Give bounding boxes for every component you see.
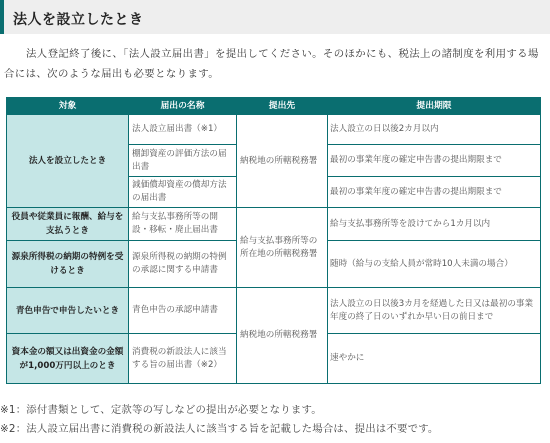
document-cell: 法人設立届出書（※1）: [129, 115, 237, 145]
header-document-name: 届出の名称: [129, 98, 237, 115]
deadline-cell: 速やかに: [328, 334, 541, 384]
destination-cell: 納税地の所轄税務署: [237, 288, 328, 384]
table-row: [7, 115, 541, 145]
footnote-1: ※1：添付書類として、定款等の写しなどの提出が必要となります。: [0, 404, 322, 416]
filings-table: [6, 97, 541, 384]
category-cell: 資本金の額又は出資金の金額が1,000万円以上のとき: [7, 334, 129, 384]
document-cell: 棚卸資産の評価方法の届出書: [129, 145, 237, 177]
document-cell: 消費税の新設法人に該当する旨の届出書（※2）: [129, 334, 237, 384]
table-row: [7, 288, 541, 334]
document-cell: 源泉所得税の納期の特例の承認に関する申請書: [129, 241, 237, 288]
table-header-row: [7, 98, 541, 115]
section-title: 法人を設立したとき: [13, 12, 144, 28]
destination-cell: 給与支払事務所等の所在地の所轄税務署: [237, 208, 328, 288]
header-deadline: 提出期限: [328, 98, 541, 115]
footnote-2: ※2：法人設立届出書に消費税の新設法人に該当する旨を記載した場合は、提出は不要です。: [0, 423, 439, 435]
document-cell: 減価償却資産の償却方法の届出書: [129, 177, 237, 208]
deadline-cell: 給与支払事務所等を設けてから1カ月以内: [328, 208, 541, 241]
document-cell: 青色申告の承認申請書: [129, 288, 237, 334]
destination-cell: 納税地の所轄税務署: [237, 115, 328, 208]
table-row: [7, 208, 541, 241]
deadline-cell: 随時（給与の支給人員が常時10人未満の場合）: [328, 241, 541, 288]
section-heading: [0, 0, 550, 34]
footnotes: [0, 401, 550, 439]
deadline-cell: 法人設立の日以後2カ月以内: [328, 115, 541, 145]
deadline-cell: 最初の事業年度の確定申告書の提出期限まで: [328, 145, 541, 177]
intro-paragraph: 法人登記終了後に、「法人設立届出書」を提出してください。そのほかにも、税法上の諸制度を利用する場合には、次のような届出も必要となります。: [4, 48, 539, 80]
deadline-cell: 法人設立の日以後3カ月を経過した日又は最初の事業年度の終了日のいずれか早い日の前日まで: [328, 288, 541, 334]
header-destination: 提出先: [237, 98, 328, 115]
category-cell: 源泉所得税の納期の特例を受けるとき: [7, 241, 129, 288]
category-cell: 法人を設立したとき: [7, 115, 129, 208]
deadline-cell: 最初の事業年度の確定申告書の提出期限まで: [328, 177, 541, 208]
category-cell: 役員や従業員に報酬、給与を支払うとき: [7, 208, 129, 241]
document-cell: 給与支払事務所等の開設・移転・廃止届出書: [129, 208, 237, 241]
category-cell: 青色申告で申告したいとき: [7, 288, 129, 334]
header-target: 対象: [7, 98, 129, 115]
